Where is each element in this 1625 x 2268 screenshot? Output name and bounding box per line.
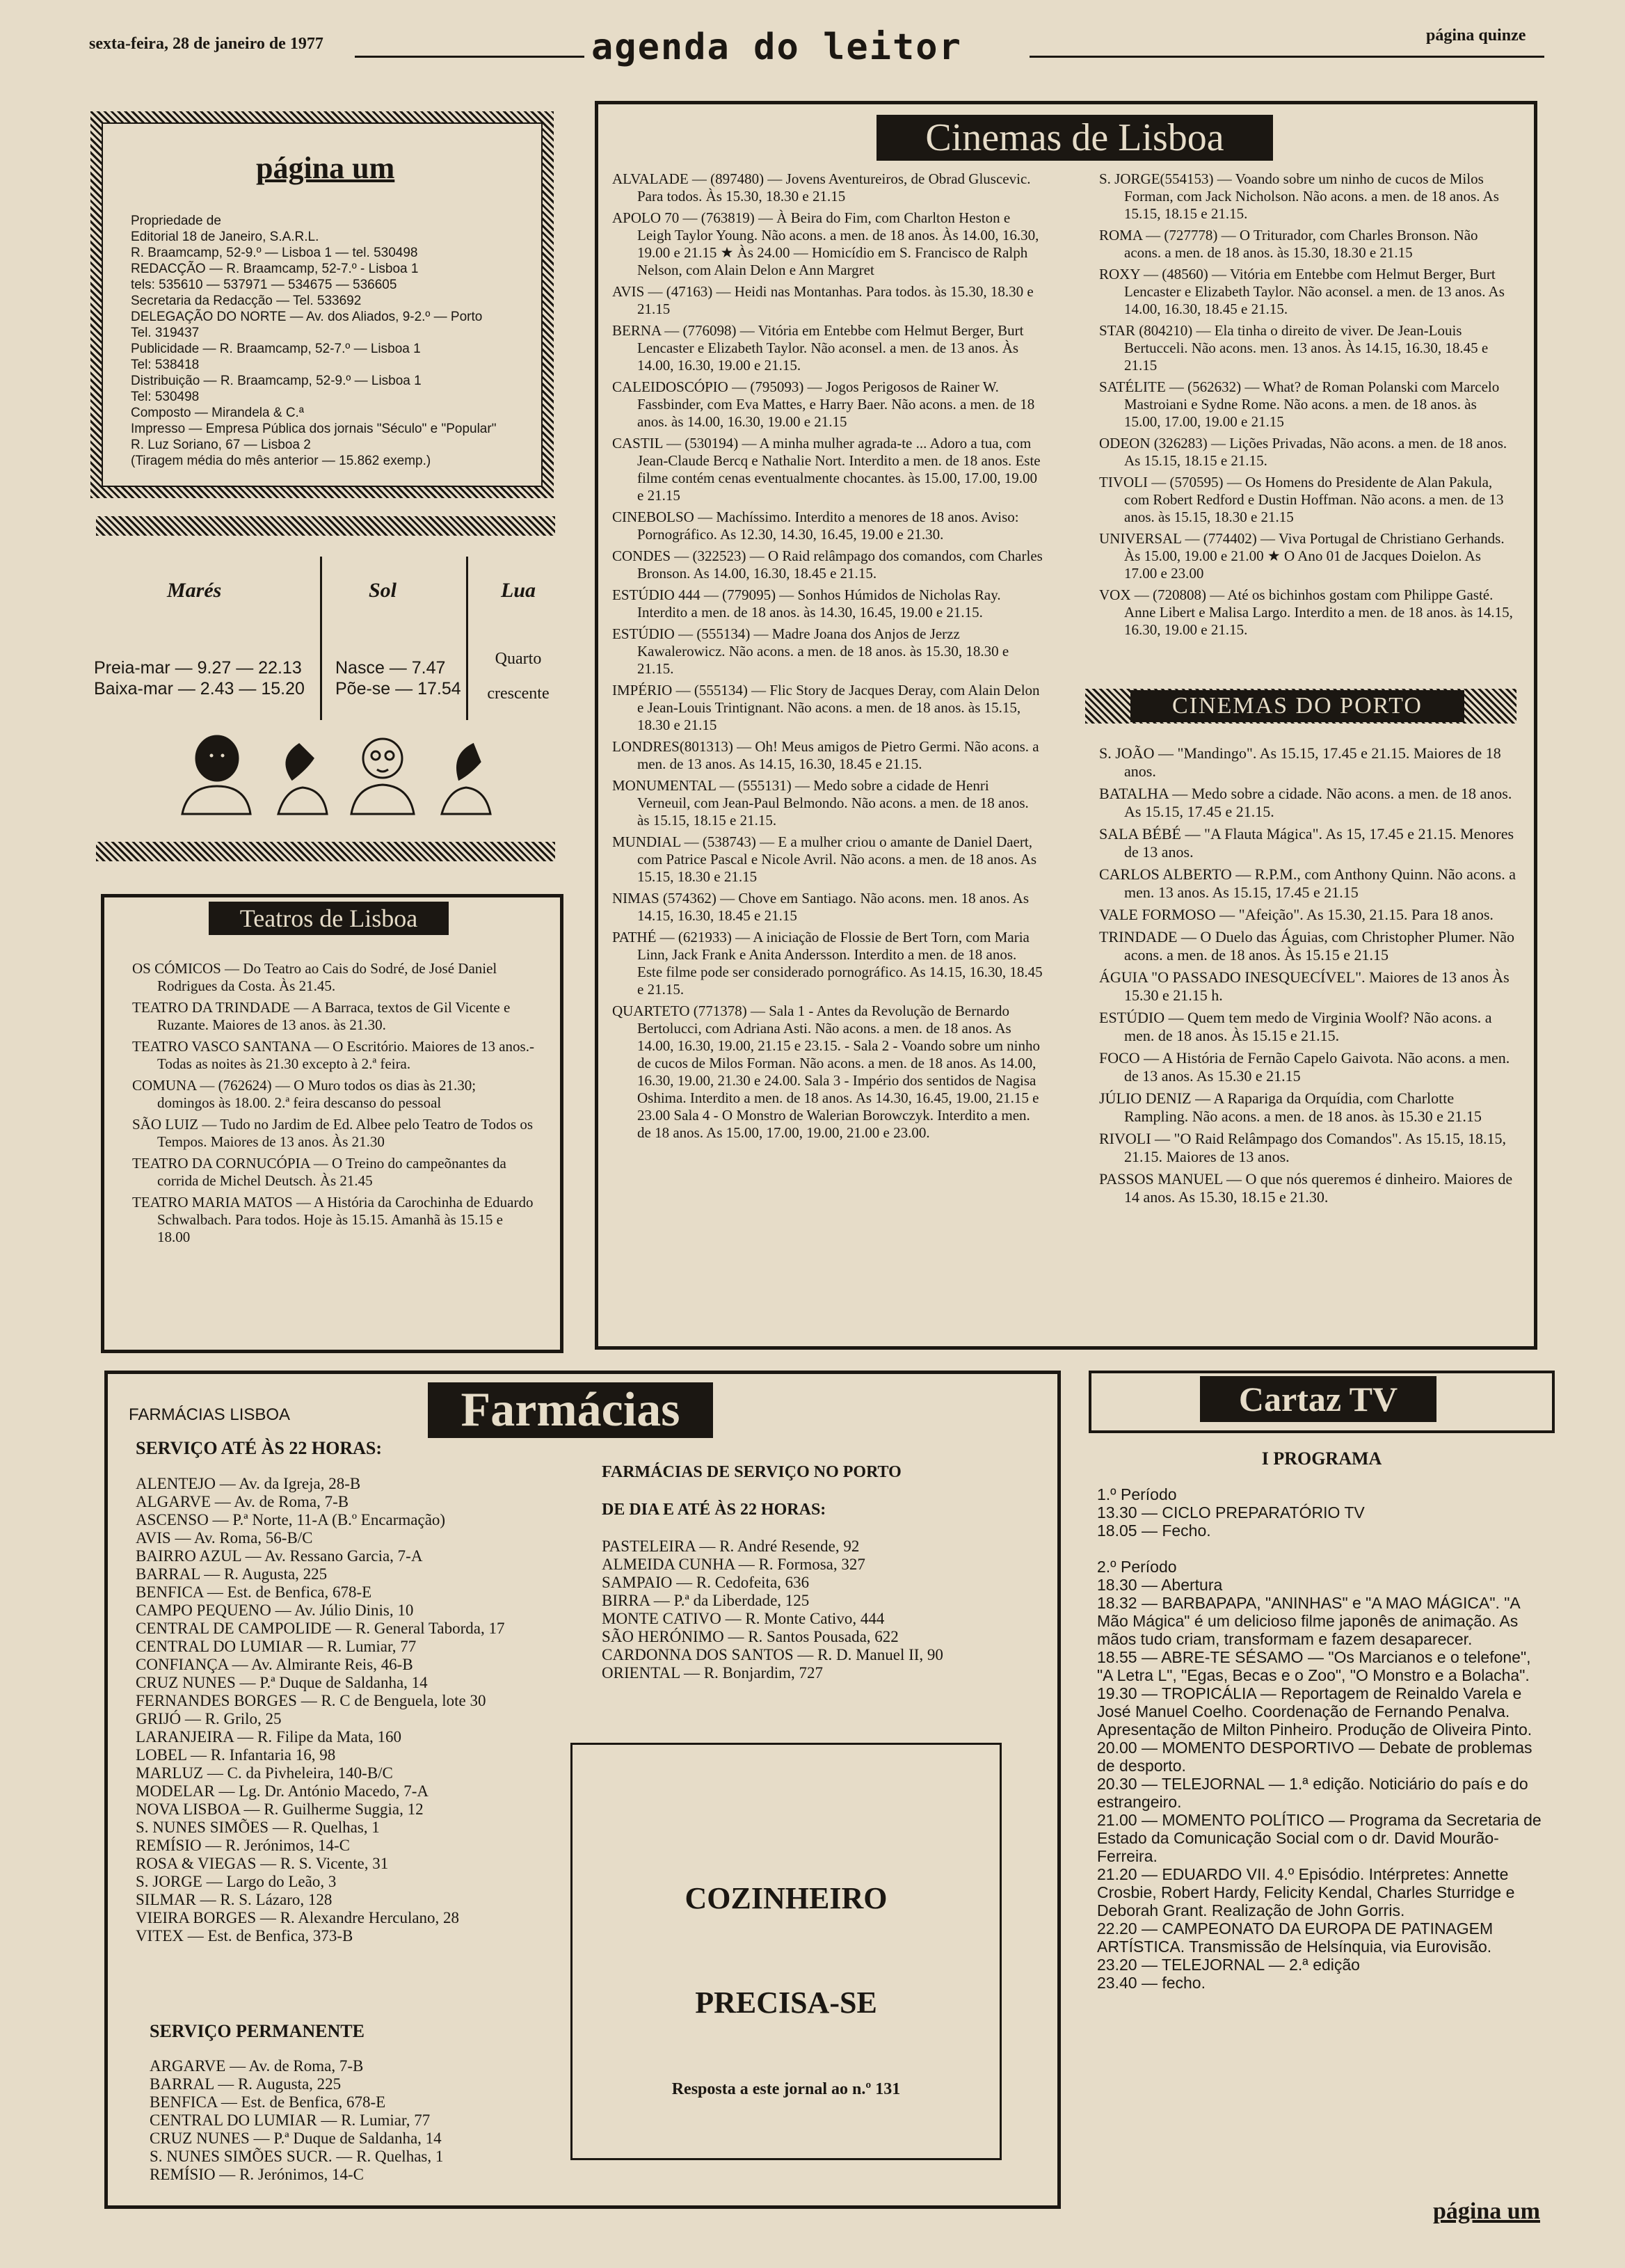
tv-schedule-line: 20.00 — MOMENTO DESPORTIVO — Debate de problemas de desporto. <box>1097 1739 1532 1775</box>
teatros-title: Teatros de Lisboa <box>209 902 449 935</box>
masthead-line: Secretaria da Redacção — Tel. 533692 <box>131 294 362 308</box>
cinema-lisboa-item: ROXY — (48560) — Vitória em Entebbe com Helmut Berger, Burt Lencaster e Elizabeth Taylor. Não aconsel. a men. de 13 anos. As 14.00, 16.30, 18.45 e 21.15. <box>1099 266 1505 317</box>
farmacia-lisboa-item: CRUZ NUNES — P.ª Duque de Saldanha, 14 <box>136 1674 428 1691</box>
cinema-lisboa-item: STAR (804210) — Ela tinha o direito de viver. De Jean-Louis Bertucceli. Não acons. men. 13 anos. Às 14.15, 16.30, 18.45 e 21.15 <box>1099 322 1489 374</box>
cinema-porto-item: VALE FORMOSO — "Afeição". As 15.30, 21.15. Para 18 anos. <box>1099 906 1494 923</box>
tv-schedule-line: 18.05 — Fecho. <box>1097 1522 1211 1540</box>
farmacia-lisboa-item: GRIJÓ — R. Grilo, 25 <box>136 1710 282 1727</box>
almanac-top-bar <box>96 516 555 536</box>
farmacia-lisboa-item: MODELAR — Lg. Dr. António Macedo, 7-A <box>136 1782 429 1800</box>
farmacia-lisboa-item: VITEX — Est. de Benfica, 373-B <box>136 1927 353 1944</box>
cinemas-lisboa-col1 <box>612 170 1043 1146</box>
farmacia-lisboa-item: BAIRRO AZUL — Av. Ressano Garcia, 7-A <box>136 1547 423 1565</box>
farmacia-lisboa-item: S. NUNES SIMÕES — R. Quelhas, 1 <box>136 1819 380 1836</box>
farmacia-lisboa-item: CENTRAL DO LUMIAR — R. Lumiar, 77 <box>136 1638 417 1655</box>
farmacia-lisboa-item: ALENTEJO — Av. da Igreja, 28-B <box>136 1475 361 1492</box>
cinema-lisboa-item: VOX — (720808) — Até os bichinhos gostam com Philippe Gasté. Anne Libert e Malisa Largo. Interdito a men. de 18 anos. às 14.15, 16.30, 19.00 e 21.15. <box>1099 586 1513 638</box>
tv-schedule-line: 18.32 — BARBAPAPA, "ANINHAS" e "A MAO MÁGICA". "A Mão Mágica" é um delicioso filme japonês de animação. As mãos tudo criam, transformam e fazem desaparecer. <box>1097 1594 1520 1648</box>
teatro-item: TEATRO VASCO SANTANA — O Escritório. Maiores de 13 anos.-Todas as noites às 21.30 excepto à 2.ª feira. <box>132 1038 534 1072</box>
farmacia-lisboa-item: ASCENSO — P.ª Norte, 11-A (B.º Encarmação) <box>136 1511 446 1528</box>
cinema-lisboa-item: TIVOLI — (570595) — Os Homens do Presidente de Alan Pakula, com Robert Redford e Dustin Hoffman. Não acons. a men. de 13 anos. às 15.15, 18.30 e 21.15 <box>1099 474 1504 525</box>
tv-schedule-line: 19.30 — TROPICÁLIA — Reportagem de Reinaldo Varela e José Manuel Coelho. Coordenação de Fernando Penalva. Apresentação de Milton Pinheiro. Produção de Oliveira Pinto. <box>1097 1684 1532 1739</box>
cinema-porto-item: CARLOS ALBERTO — R.P.M., com Anthony Quinn. Não acons. a men. 13 anos. As 15.15, 17.45 e 21.15 <box>1099 865 1516 901</box>
cinema-porto-item: JÚLIO DENIZ — A Rapariga da Orquídia, com Charlotte Rampling. Não acons. a men. de 18 anos. às 15.30 e 21.15 <box>1099 1089 1482 1125</box>
cinema-lisboa-item: CASTIL — (530194) — A minha mulher agrada-te ... Adoro a tua, com Jean-Claude Bercq e Nathalie Nort. Interdito a men. de 18 anos. Este filme contém cenas eventualmente chocantes. às 15.00, 17.00, 19.00 e 21.15 <box>612 435 1041 504</box>
farmacia-permanente-item: BENFICA — Est. de Benfica, 678-E <box>150 2093 386 2111</box>
tv-schedule <box>1097 1485 1549 1992</box>
cinema-porto-item: BATALHA — Medo sobre a cidade. Não acons. a men. de 18 anos. As 15.15, 17.45 e 21.15. <box>1099 785 1512 820</box>
header-title: agenda do leitor <box>591 26 962 68</box>
cinema-lisboa-item: PATHÉ — (621933) — A iniciação de Flossie de Bert Torn, com Maria Linn, Jack Frank e Anita Andersson. Interdito a men. de 18 anos. Este filme pode ser considerado pornográfico. As 14.15, 16.30, 18.45 e 21.15. <box>612 929 1043 998</box>
farmacia-porto-item: SAMPAIO — R. Cedofeita, 636 <box>602 1574 810 1591</box>
teatro-item: COMUNA — (762624) — O Muro todos os dias às 21.30; domingos às 18.00. 2.ª feira descanso do pessoal <box>132 1077 477 1111</box>
lua-title: Lua <box>501 579 536 602</box>
farmacia-porto-item: BIRRA — P.ª da Liberdade, 125 <box>602 1592 810 1609</box>
masthead-line: Propriedade de <box>131 214 221 228</box>
cinema-lisboa-item: APOLO 70 — (763819) — À Beira do Fim, com Charlton Heston e Leigh Taylor Young. Não acons. a men. de 18 anos. Às 14.00, 16.30, 19.00 e 21.15 ★ Às 24.00 — Homicídio em S. Francisco de Ralph Nelson, com Alain Delon e Ann Margret <box>612 209 1039 278</box>
classified-ad <box>570 1743 1002 2160</box>
farmacia-lisboa-item: BENFICA — Est. de Benfica, 678-E <box>136 1583 372 1601</box>
farmacia-porto-item: ALMEIDA CUNHA — R. Formosa, 327 <box>602 1556 865 1573</box>
footer-logo: página um <box>1433 2198 1540 2224</box>
header-rule-right <box>1030 56 1544 58</box>
almanac <box>90 543 557 724</box>
lua-crescente: crescente <box>487 685 550 703</box>
tv-programa: I PROGRAMA <box>1261 1448 1382 1469</box>
teatro-item: TEATRO DA CORNUCÓPIA — O Treino do campeõnantes da corrida de Michel Deutsch. Às 21.45 <box>132 1155 506 1189</box>
mares-values <box>94 657 305 699</box>
cinema-lisboa-item: ALVALADE — (897480) — Jovens Aventureiros, de Obrad Gluscevic. Para todos. Às 15.30, 18.30 e 21.15 <box>612 170 1031 205</box>
farmacias-porto-title2: DE DIA E ATÉ ÀS 22 HORAS: <box>602 1501 826 1519</box>
ad-line2: PRECISA-SE <box>695 1986 877 2020</box>
teatro-item: TEATRO DA TRINDADE — A Barraca, textos de Gil Vicente e Ruzante. Maiores de 13 anos. às 21.30. <box>132 999 511 1033</box>
cinemas-lisboa-title: Cinemas de Lisboa <box>876 115 1273 161</box>
farmacias-lisboa-title: FARMÁCIAS LISBOA <box>129 1405 291 1424</box>
farmacia-lisboa-item: BARRAL — R. Augusta, 225 <box>136 1565 328 1583</box>
masthead-line: Tel: 530498 <box>131 390 200 404</box>
cinema-lisboa-item: MONUMENTAL — (555131) — Medo sobre a cidade de Henri Verneuil, com Jean-Paul Belmondo. Não acons. a men. de 18 anos. às 15.15, 18.15 e 21.15. <box>612 777 1029 829</box>
cinema-lisboa-item: IMPÉRIO — (555134) — Flic Story de Jacques Deray, com Alain Delon e Jean-Louis Trintignant. Não acons. a men. de 18 anos. às 15.15, 18.30 e 21.15 <box>612 682 1040 733</box>
farmacia-lisboa-item: SILMAR — R. S. Lázaro, 128 <box>136 1891 333 1908</box>
mares-preia: Preia-mar — 9.27 — 22.13 <box>94 658 302 678</box>
mares-baixa: Baixa-mar — 2.43 — 15.20 <box>94 679 305 698</box>
tv-schedule-line: 21.20 — EDUARDO VII. 4.º Episódio. Intérpretes: Annette Crosbie, Robert Hardy, Felicity Kendal, Charles Sturridge e Deborah Grant. Realização de John Gorris. <box>1097 1865 1515 1919</box>
cartoon-faces-icon <box>174 730 494 821</box>
ad-reply: Resposta a este jornal ao n.º 131 <box>671 2080 901 2098</box>
masthead-line: Publicidade — R. Braamcamp, 52-7.º — Lisboa 1 <box>131 342 421 356</box>
masthead-line: Impresso — Empresa Pública dos jornais "Século" e "Popular" <box>131 422 497 436</box>
lua-quarto: Quarto <box>495 650 542 668</box>
tv-schedule-line: 2.º Período <box>1097 1558 1177 1576</box>
farmacia-lisboa-item: LOBEL — R. Infantaria 16, 98 <box>136 1746 336 1764</box>
cinema-lisboa-item: QUARTETO (771378) — Sala 1 - Antes da Revolução de Bernardo Bertolucci, com Adriana Asti. Não acons. a men. de 18 anos. As 14.00, 16.30, 19.00, 21.15 e 23.15. - Sala 2 - Voando sobre um ninho de cucos de Milos Forman. Não acons. a men. de 18 anos. As 14.00, 16.30, 19.00, 21.30 e 24.00. Sala 3 - Império dos sentidos de Nagisa Oshima. Interdito a men. de 18 anos. As 14.30, 16.45, 19.00, 21.15 e 23.00 Sala 4 - O Monstro de Walerian Borowczyk. Interdito a men. de 18 anos. As 15.00, 17.00, 19.00, 21.00 e 23.00. <box>612 1003 1041 1141</box>
teatro-item: TEATRO MARIA MATOS — A História da Carochinha de Eduardo Schwalbach. Para todos. Hoje às 15.15. Amanhã às 15.15 e 18.00 <box>132 1194 534 1245</box>
masthead-line: R. Luz Soriano, 67 — Lisboa 2 <box>131 438 311 452</box>
farmacia-permanente-item: S. NUNES SIMÕES SUCR. — R. Quelhas, 1 <box>150 2148 444 2165</box>
farmacias-lisboa-list <box>136 1475 553 1945</box>
farmacia-porto-item: PASTELEIRA — R. André Resende, 92 <box>602 1538 860 1555</box>
farmacia-lisboa-item: CAMPO PEQUENO — Av. Júlio Dinis, 10 <box>136 1602 414 1619</box>
cinema-porto-item: ÁGUIA "O PASSADO INESQUECÍVEL". Maiores de 13 anos Às 15.30 e 21.15 h. <box>1099 968 1510 1004</box>
farmacias-title: Farmácias <box>428 1382 713 1438</box>
cinema-porto-item: ESTÚDIO — Quem tem medo de Virginia Woolf? Não acons. a men. de 18 anos. Às 15.15 e 21.15. <box>1099 1009 1492 1044</box>
sol-title: Sol <box>369 579 397 602</box>
farmacia-lisboa-item: CONFIANÇA — Av. Almirante Reis, 46-B <box>136 1656 413 1673</box>
masthead-line: REDACÇÃO — R. Braamcamp, 52-7.º - Lisboa 1 <box>131 262 419 276</box>
farmacia-lisboa-item: MARLUZ — C. da Pivheleira, 140-B/C <box>136 1764 393 1782</box>
farmacia-lisboa-item: ROSA & VIEGAS — R. S. Vicente, 31 <box>136 1855 389 1872</box>
cinema-porto-item: PASSOS MANUEL — O que nós queremos é dinheiro. Maiores de 14 anos. As 15.30, 18.15 e 21.30. <box>1099 1170 1513 1206</box>
tv-schedule-line: 20.30 — TELEJORNAL — 1.ª edição. Noticiário do país e do estrangeiro. <box>1097 1775 1528 1811</box>
farmacias-servico-title: SERVIÇO ATÉ ÀS 22 HORAS: <box>136 1438 383 1458</box>
tv-schedule-line <box>1097 1540 1549 1558</box>
cinema-porto-item: RIVOLI — "O Raid Relâmpago dos Comandos". As 15.15, 18.15, 21.15. Maiores de 13 anos. <box>1099 1130 1507 1165</box>
almanac-divider-2 <box>466 557 468 720</box>
header-date: sexta-feira, 28 de janeiro de 1977 <box>89 35 323 53</box>
ad-line1: COZINHEIRO <box>685 1881 888 1915</box>
masthead-line: Composto — Mirandela & C.ª <box>131 406 304 420</box>
cinemas-porto-title: CINEMAS DO PORTO <box>1130 690 1464 722</box>
farmacia-lisboa-item: NOVA LISBOA — R. Guilherme Suggia, 12 <box>136 1800 424 1818</box>
farmacia-lisboa-item: AVIS — Av. Roma, 56-B/C <box>136 1529 313 1547</box>
farmacias-permanente-list <box>150 2057 553 2184</box>
farmacia-lisboa-item: ALGARVE — Av. de Roma, 7-B <box>136 1493 349 1510</box>
masthead-lines <box>131 213 548 469</box>
farmacia-lisboa-item: LARANJEIRA — R. Filipe da Mata, 160 <box>136 1728 402 1746</box>
cinema-lisboa-item: LONDRES(801313) — Oh! Meus amigos de Pietro Germi. Não acons. a men. de 13 anos. As 14.15, 16.30, 18.45 e 21.15. <box>612 738 1039 772</box>
masthead-line: Tel. 319437 <box>131 326 200 340</box>
cinema-lisboa-item: CONDES — (322523) — O Raid relâmpago dos comandos, com Charles Bronson. As 14.00, 16.30, 18.45 e 21.15. <box>612 548 1043 582</box>
tv-title: Cartaz TV <box>1200 1376 1436 1422</box>
cinema-lisboa-item: BERNA — (776098) — Vitória em Entebbe com Helmut Berger, Burt Lencaster e Elizabeth Taylor. Não aconsel. a men. de 13 anos. Às 14.00, 16.30, 19.00 e 21.15. <box>612 322 1024 374</box>
tv-schedule-line: 23.20 — TELEJORNAL — 2.ª edição <box>1097 1956 1360 1974</box>
sol-values <box>335 657 461 699</box>
tv-schedule-line: 22.20 — CAMPEONATO DA EUROPA DE PATINAGEM ARTÍSTICA. Transmissão de Helsínquia, via Eurovisão. <box>1097 1919 1494 1956</box>
farmacia-porto-item: SÃO HERÓNIMO — R. Santos Pousada, 622 <box>602 1628 899 1645</box>
farmacias-permanente-title: SERVIÇO PERMANENTE <box>150 2021 365 2041</box>
teatros-list <box>132 960 536 1250</box>
sol-nasce: Nasce — 7.47 <box>335 658 446 678</box>
teatro-item: SÃO LUIZ — Tudo no Jardim de Ed. Albee pelo Teatro de Todos os Tempos. Maiores de 13 anos. Às 21.30 <box>132 1116 534 1150</box>
masthead-box <box>90 111 554 498</box>
cinema-lisboa-item: ROMA — (727778) — O Triturador, com Charles Bronson. Não acons. a men. de 18 anos. às 15.30, 18.30 e 21.15 <box>1099 227 1478 261</box>
cinema-lisboa-item: AVIS — (47163) — Heidi nas Montanhas. Para todos. às 15.30, 18.30 e 21.15 <box>612 283 1034 317</box>
farmacia-porto-item: CARDONNA DOS SANTOS — R. D. Manuel II, 90 <box>602 1646 943 1663</box>
tv-schedule-line: 23.40 — fecho. <box>1097 1974 1206 1992</box>
cinema-lisboa-item: SATÉLITE — (562632) — What? de Roman Polanski com Marcelo Mastroiani e Sydne Rome. Não acons. a men. de 18 anos. às 15.00, 17.00, 19.00 e 21.15 <box>1099 378 1500 430</box>
almanac-divider-1 <box>320 557 322 720</box>
cinemas-lisboa-col2 <box>1099 170 1516 643</box>
cinemas-lisboa-box <box>595 101 1537 1350</box>
lua-values <box>480 641 557 711</box>
cinema-lisboa-item: MUNDIAL — (538743) — E a mulher criou o amante de Daniel Daert, com Patrice Pascal e Nicole Avril. Não acons. a men. de 18 anos. As 15.15, 18.30 e 21.15 <box>612 833 1037 885</box>
cinema-lisboa-item: NIMAS (574362) — Chove em Santiago. Não acons. men. 18 anos. As 14.15, 16.30, 18.45 e 21.15 <box>612 890 1030 924</box>
cinema-porto-item: S. JOÃO — "Mandingo". As 15.15, 17.45 e 21.15. Maiores de 18 anos. <box>1099 744 1501 780</box>
cartoon-figures <box>174 730 494 821</box>
farmacias-porto-list <box>602 1538 1033 1682</box>
farmacia-lisboa-item: CENTRAL DE CAMPOLIDE — R. General Taborda, 17 <box>136 1620 505 1637</box>
almanac-bottom-bar <box>96 842 555 861</box>
cinema-lisboa-item: ESTÚDIO 444 — (779095) — Sonhos Húmidos de Nicholas Ray. Interdito a men. de 18 anos. às 14.30, 16.45, 19.00 e 21.15. <box>612 586 1001 621</box>
farmacia-permanente-item: CENTRAL DO LUMIAR — R. Lumiar, 77 <box>150 2111 431 2129</box>
masthead-line: (Tiragem média do mês anterior — 15.862 exemp.) <box>131 454 431 468</box>
header-page-number: página quinze <box>1426 26 1526 45</box>
farmacia-lisboa-item: S. JORGE — Largo do Leão, 3 <box>136 1873 337 1890</box>
farmacia-lisboa-item: FERNANDES BORGES — R. C de Benguela, lote 30 <box>136 1692 486 1709</box>
mares-title: Marés <box>167 579 222 602</box>
header-rule-left <box>355 56 584 58</box>
farmacia-porto-item: ORIENTAL — R. Bonjardim, 727 <box>602 1664 824 1682</box>
farmacia-lisboa-item: VIEIRA BORGES — R. Alexandre Herculano, 28 <box>136 1909 460 1926</box>
cinema-lisboa-item: S. JORGE(554153) — Voando sobre um ninho de cucos de Milos Forman, com Jack Nicholson. Não acons. a men. de 18 anos. As 15.15, 18.15 e 21.15. <box>1099 170 1499 222</box>
masthead-line: Tel: 538418 <box>131 358 200 372</box>
tv-schedule-line: 13.30 — CICLO PREPARATÓRIO TV <box>1097 1503 1365 1522</box>
sol-poe: Põe-se — 17.54 <box>335 679 461 698</box>
teatro-item: OS CÓMICOS — Do Teatro ao Cais do Sodré, de José Daniel Rodrigues da Costa. Às 21.45. <box>132 960 497 994</box>
cinema-porto-item: SALA BÉBÉ — "A Flauta Mágica". As 15, 17.45 e 21.15. Menores de 13 anos. <box>1099 825 1514 861</box>
masthead-line: tels: 535610 — 537971 — 534675 — 536605 <box>131 278 397 292</box>
teatros-box <box>101 894 563 1353</box>
tv-schedule-line: 18.30 — Abertura <box>1097 1576 1223 1594</box>
farmacia-lisboa-item: REMÍSIO — R. Jerónimos, 14-C <box>136 1837 350 1854</box>
cinemas-porto-list <box>1099 744 1516 1211</box>
masthead-line: Distribuição — R. Braamcamp, 52-9.º — Lisboa 1 <box>131 374 422 388</box>
farmacia-permanente-item: ARGARVE — Av. de Roma, 7-B <box>150 2057 364 2075</box>
tv-schedule-line: 18.55 — ABRE-TE SÉSAMO — "Os Marcianos e o telefone", "A Letra L", "Egas, Becas e o Zoo", "O Monstro e a Bolacha". <box>1097 1648 1531 1684</box>
pagina-um-logo: página um <box>256 151 395 185</box>
cinema-porto-item: FOCO — A História de Fernão Capelo Gaivota. Não acons. a men. de 13 anos. As 15.30 e 21.15 <box>1099 1049 1510 1085</box>
farmacia-permanente-item: BARRAL — R. Augusta, 225 <box>150 2075 342 2093</box>
cinema-lisboa-item: UNIVERSAL — (774402) — Viva Portugal de Christiano Gerhands. Às 15.00, 19.00 e 21.00 ★ O Ano 01 de Jacques Doielon. As 17.00 e 23.00 <box>1099 530 1505 582</box>
tv-schedule-line: 21.00 — MOMENTO POLÍTICO — Programa da Secretaria de Estado da Comunicação Social com o dr. David Mourão-Ferreira. <box>1097 1811 1542 1865</box>
tv-box <box>1089 1371 1555 2198</box>
farmacia-porto-item: MONTE CATIVO — R. Monte Cativo, 444 <box>602 1610 885 1627</box>
masthead-line: DELEGAÇÃO DO NORTE — Av. dos Aliados, 9-2.º — Porto <box>131 310 483 324</box>
farmacia-permanente-item: REMÍSIO — R. Jerónimos, 14-C <box>150 2166 364 2183</box>
cinema-lisboa-item: ODEON (326283) — Lições Privadas, Não acons. a men. de 18 anos. As 15.15, 18.15 e 21.15. <box>1099 435 1507 469</box>
farmacias-box <box>104 1371 1061 2209</box>
farmacias-porto-title1: FARMÁCIAS DE SERVIÇO NO PORTO <box>602 1463 902 1481</box>
cinema-porto-item: TRINDADE — O Duelo das Águias, com Christopher Plumer. Não acons. a men. de 18 anos. Às 15.15 e 21.15 <box>1099 928 1514 964</box>
cinema-lisboa-item: CALEIDOSCÓPIO — (795093) — Jogos Perigosos de Rainer W. Fassbinder, com Eva Mattes, e Harry Baer. Não acons. a men. de 18 anos. às 14.00, 16.30, 19.00 e 21.15 <box>612 378 1035 430</box>
masthead-line: R. Braamcamp, 52-9.º — Lisboa 1 — tel. 530498 <box>131 246 418 260</box>
tv-schedule-line: 1.º Período <box>1097 1485 1177 1503</box>
cinema-lisboa-item: CINEBOLSO — Machíssimo. Interdito a menores de 18 anos. Aviso: Pornográfico. As 12.30, 14.30, 16.45, 19.00 e 21.30. <box>612 509 1019 543</box>
masthead-line: Editorial 18 de Janeiro, S.A.R.L. <box>131 230 319 244</box>
farmacia-permanente-item: CRUZ NUNES — P.ª Duque de Saldanha, 14 <box>150 2130 442 2147</box>
cinema-lisboa-item: ESTÚDIO — (555134) — Madre Joana dos Anjos de Jerzz Kawalerowicz. Não acons. a men. de 18 anos. às 15.30, 18.30 e 21.15. <box>612 625 1009 677</box>
